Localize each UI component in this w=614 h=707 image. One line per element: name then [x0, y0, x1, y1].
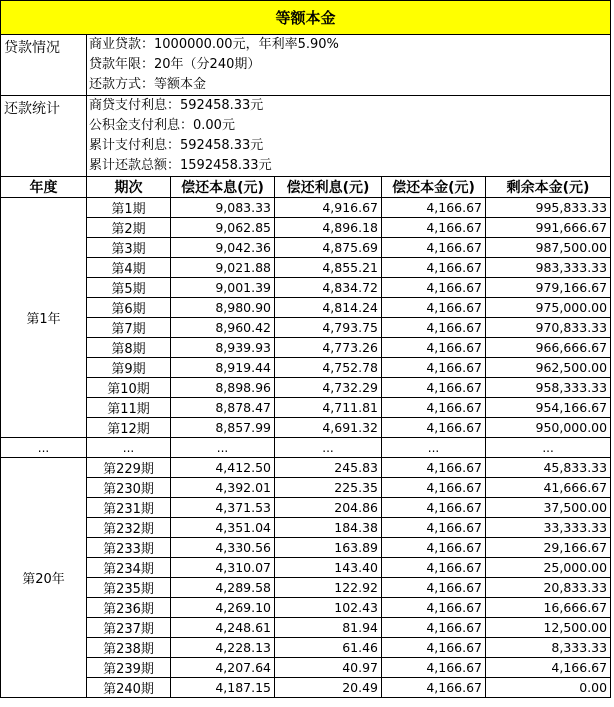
ellipsis-cell: ... — [171, 438, 275, 458]
repay-stats-line: 累计还款总额：1592458.33元 — [89, 158, 272, 173]
payment-cell: 9,062.85 — [171, 218, 275, 238]
remaining-cell: 954,166.67 — [486, 398, 611, 418]
ellipsis-cell: ... — [87, 438, 171, 458]
remaining-cell: 4,166.67 — [486, 658, 611, 678]
interest-cell: 4,814.24 — [275, 298, 382, 318]
period-cell: 第240期 — [87, 678, 171, 698]
principal-cell: 4,166.67 — [382, 398, 486, 418]
principal-cell: 4,166.67 — [382, 238, 486, 258]
payment-cell: 8,919.44 — [171, 358, 275, 378]
loan-info-line: 贷款年限：20年（分240期） — [89, 57, 261, 72]
period-cell: 第1期 — [87, 198, 171, 218]
principal-cell: 4,166.67 — [382, 498, 486, 518]
payment-cell: 8,939.93 — [171, 338, 275, 358]
payment-cell: 4,412.50 — [171, 458, 275, 478]
payment-cell: 4,228.13 — [171, 638, 275, 658]
principal-cell: 4,166.67 — [382, 578, 486, 598]
remaining-cell: 991,666.67 — [486, 218, 611, 238]
col-header-period: 期次 — [87, 177, 171, 198]
table-row — [1, 218, 611, 238]
interest-cell: 4,855.21 — [275, 258, 382, 278]
period-cell: 第3期 — [87, 238, 171, 258]
interest-cell: 4,691.32 — [275, 418, 382, 438]
interest-cell: 40.97 — [275, 658, 382, 678]
payment-cell: 9,042.36 — [171, 238, 275, 258]
payment-cell: 9,083.33 — [171, 198, 275, 218]
col-header-payment: 偿还本息(元) — [171, 177, 275, 198]
period-cell: 第4期 — [87, 258, 171, 278]
payment-cell: 8,960.42 — [171, 318, 275, 338]
remaining-cell: 950,000.00 — [486, 418, 611, 438]
remaining-cell: 987,500.00 — [486, 238, 611, 258]
payment-cell: 4,289.58 — [171, 578, 275, 598]
table-row — [1, 578, 611, 598]
table-row — [1, 598, 611, 618]
period-cell: 第11期 — [87, 398, 171, 418]
table-row — [1, 618, 611, 638]
loan-info-line: 商业贷款：1000000.00元，年利率5.90% — [89, 37, 339, 52]
principal-cell: 4,166.67 — [382, 558, 486, 578]
interest-cell: 245.83 — [275, 458, 382, 478]
period-cell: 第239期 — [87, 658, 171, 678]
period-cell: 第230期 — [87, 478, 171, 498]
principal-cell: 4,166.67 — [382, 378, 486, 398]
repay-stats-line: 累计支付利息：592458.33元 — [89, 138, 264, 153]
table-row — [1, 238, 611, 258]
period-cell: 第238期 — [87, 638, 171, 658]
interest-cell: 4,752.78 — [275, 358, 382, 378]
period-cell: 第5期 — [87, 278, 171, 298]
principal-cell: 4,166.67 — [382, 418, 486, 438]
payment-cell: 4,187.15 — [171, 678, 275, 698]
payment-cell: 4,207.64 — [171, 658, 275, 678]
payment-cell: 4,248.61 — [171, 618, 275, 638]
remaining-cell: 33,333.33 — [486, 518, 611, 538]
principal-cell: 4,166.67 — [382, 538, 486, 558]
interest-cell: 4,732.29 — [275, 378, 382, 398]
payment-cell: 9,021.88 — [171, 258, 275, 278]
period-cell: 第2期 — [87, 218, 171, 238]
principal-cell: 4,166.67 — [382, 298, 486, 318]
table-row — [1, 198, 611, 218]
interest-cell: 4,834.72 — [275, 278, 382, 298]
year-cell: 第1年 — [1, 198, 87, 438]
remaining-cell: 41,666.67 — [486, 478, 611, 498]
table-row — [1, 298, 611, 318]
col-header-interest: 偿还利息(元) — [275, 177, 382, 198]
repay-stats-line: 商贷支付利息：592458.33元 — [89, 98, 264, 113]
period-cell: 第232期 — [87, 518, 171, 538]
payment-cell: 4,392.01 — [171, 478, 275, 498]
interest-cell: 184.38 — [275, 518, 382, 538]
remaining-cell: 29,166.67 — [486, 538, 611, 558]
table-row — [1, 418, 611, 438]
remaining-cell: 12,500.00 — [486, 618, 611, 638]
table-row — [1, 278, 611, 298]
period-cell: 第229期 — [87, 458, 171, 478]
ellipsis-cell: ... — [1, 438, 87, 458]
payment-cell: 4,371.53 — [171, 498, 275, 518]
loan-info-details — [87, 35, 611, 96]
principal-cell: 4,166.67 — [382, 618, 486, 638]
remaining-cell: 983,333.33 — [486, 258, 611, 278]
period-cell: 第10期 — [87, 378, 171, 398]
loan-info-label: 贷款情况 — [1, 35, 87, 96]
remaining-cell: 958,333.33 — [486, 378, 611, 398]
period-cell: 第9期 — [87, 358, 171, 378]
payment-cell: 9,001.39 — [171, 278, 275, 298]
payment-cell: 4,330.56 — [171, 538, 275, 558]
payment-cell: 4,310.07 — [171, 558, 275, 578]
col-header-principal: 偿还本金(元) — [382, 177, 486, 198]
period-cell: 第235期 — [87, 578, 171, 598]
period-cell: 第236期 — [87, 598, 171, 618]
principal-cell: 4,166.67 — [382, 278, 486, 298]
principal-cell: 4,166.67 — [382, 218, 486, 238]
payment-cell: 8,898.96 — [171, 378, 275, 398]
table-row — [1, 378, 611, 398]
remaining-cell: 37,500.00 — [486, 498, 611, 518]
table-row — [1, 258, 611, 278]
payment-cell: 4,351.04 — [171, 518, 275, 538]
principal-cell: 4,166.67 — [382, 598, 486, 618]
principal-cell: 4,166.67 — [382, 678, 486, 698]
remaining-cell: 966,666.67 — [486, 338, 611, 358]
remaining-cell: 962,500.00 — [486, 358, 611, 378]
payment-cell: 8,878.47 — [171, 398, 275, 418]
remaining-cell: 25,000.00 — [486, 558, 611, 578]
principal-cell: 4,166.67 — [382, 518, 486, 538]
principal-cell: 4,166.67 — [382, 338, 486, 358]
interest-cell: 4,916.67 — [275, 198, 382, 218]
table-row — [1, 558, 611, 578]
principal-cell: 4,166.67 — [382, 198, 486, 218]
remaining-cell: 0.00 — [486, 678, 611, 698]
remaining-cell: 16,666.67 — [486, 598, 611, 618]
col-header-remaining: 剩余本金(元) — [486, 177, 611, 198]
remaining-cell: 45,833.33 — [486, 458, 611, 478]
payment-cell: 8,857.99 — [171, 418, 275, 438]
ellipsis-cell: ... — [382, 438, 486, 458]
interest-cell: 4,875.69 — [275, 238, 382, 258]
payment-cell: 4,269.10 — [171, 598, 275, 618]
table-row — [1, 518, 611, 538]
year-cell: 第20年 — [1, 458, 87, 698]
period-cell: 第233期 — [87, 538, 171, 558]
table-row — [1, 398, 611, 418]
interest-cell: 61.46 — [275, 638, 382, 658]
ellipsis-cell: ... — [486, 438, 611, 458]
table-row — [1, 478, 611, 498]
interest-cell: 143.40 — [275, 558, 382, 578]
table-header-row — [1, 177, 611, 198]
interest-cell: 122.92 — [275, 578, 382, 598]
period-cell: 第7期 — [87, 318, 171, 338]
col-header-year: 年度 — [1, 177, 87, 198]
remaining-cell: 979,166.67 — [486, 278, 611, 298]
repay-stats-label: 还款统计 — [1, 96, 87, 177]
principal-cell: 4,166.67 — [382, 358, 486, 378]
interest-cell: 4,793.75 — [275, 318, 382, 338]
interest-cell: 102.43 — [275, 598, 382, 618]
ellipsis-cell: ... — [275, 438, 382, 458]
period-cell: 第231期 — [87, 498, 171, 518]
table-row — [1, 678, 611, 698]
interest-cell: 163.89 — [275, 538, 382, 558]
period-cell: 第8期 — [87, 338, 171, 358]
period-cell: 第237期 — [87, 618, 171, 638]
repay-stats-details — [87, 96, 611, 177]
principal-cell: 4,166.67 — [382, 318, 486, 338]
remaining-cell: 970,833.33 — [486, 318, 611, 338]
sheet-title: 等额本金 — [1, 1, 611, 35]
table-row — [1, 658, 611, 678]
period-cell: 第234期 — [87, 558, 171, 578]
interest-cell: 4,773.26 — [275, 338, 382, 358]
table-row — [1, 318, 611, 338]
repay-stats-line: 公积金支付利息：0.00元 — [89, 118, 235, 133]
interest-cell: 204.86 — [275, 498, 382, 518]
table-row — [1, 358, 611, 378]
interest-cell: 81.94 — [275, 618, 382, 638]
remaining-cell: 995,833.33 — [486, 198, 611, 218]
period-cell: 第12期 — [87, 418, 171, 438]
table-row — [1, 498, 611, 518]
principal-cell: 4,166.67 — [382, 458, 486, 478]
table-row — [1, 338, 611, 358]
interest-cell: 4,896.18 — [275, 218, 382, 238]
remaining-cell: 8,333.33 — [486, 638, 611, 658]
period-cell: 第6期 — [87, 298, 171, 318]
table-row — [1, 538, 611, 558]
interest-cell: 225.35 — [275, 478, 382, 498]
interest-cell: 4,711.81 — [275, 398, 382, 418]
remaining-cell: 975,000.00 — [486, 298, 611, 318]
table-row — [1, 638, 611, 658]
principal-cell: 4,166.67 — [382, 658, 486, 678]
table-row — [1, 458, 611, 478]
loan-info-line: 还款方式：等额本金 — [89, 77, 207, 92]
remaining-cell: 20,833.33 — [486, 578, 611, 598]
interest-cell: 20.49 — [275, 678, 382, 698]
principal-cell: 4,166.67 — [382, 478, 486, 498]
principal-cell: 4,166.67 — [382, 258, 486, 278]
payment-cell: 8,980.90 — [171, 298, 275, 318]
principal-cell: 4,166.67 — [382, 638, 486, 658]
ellipsis-row — [1, 438, 611, 458]
